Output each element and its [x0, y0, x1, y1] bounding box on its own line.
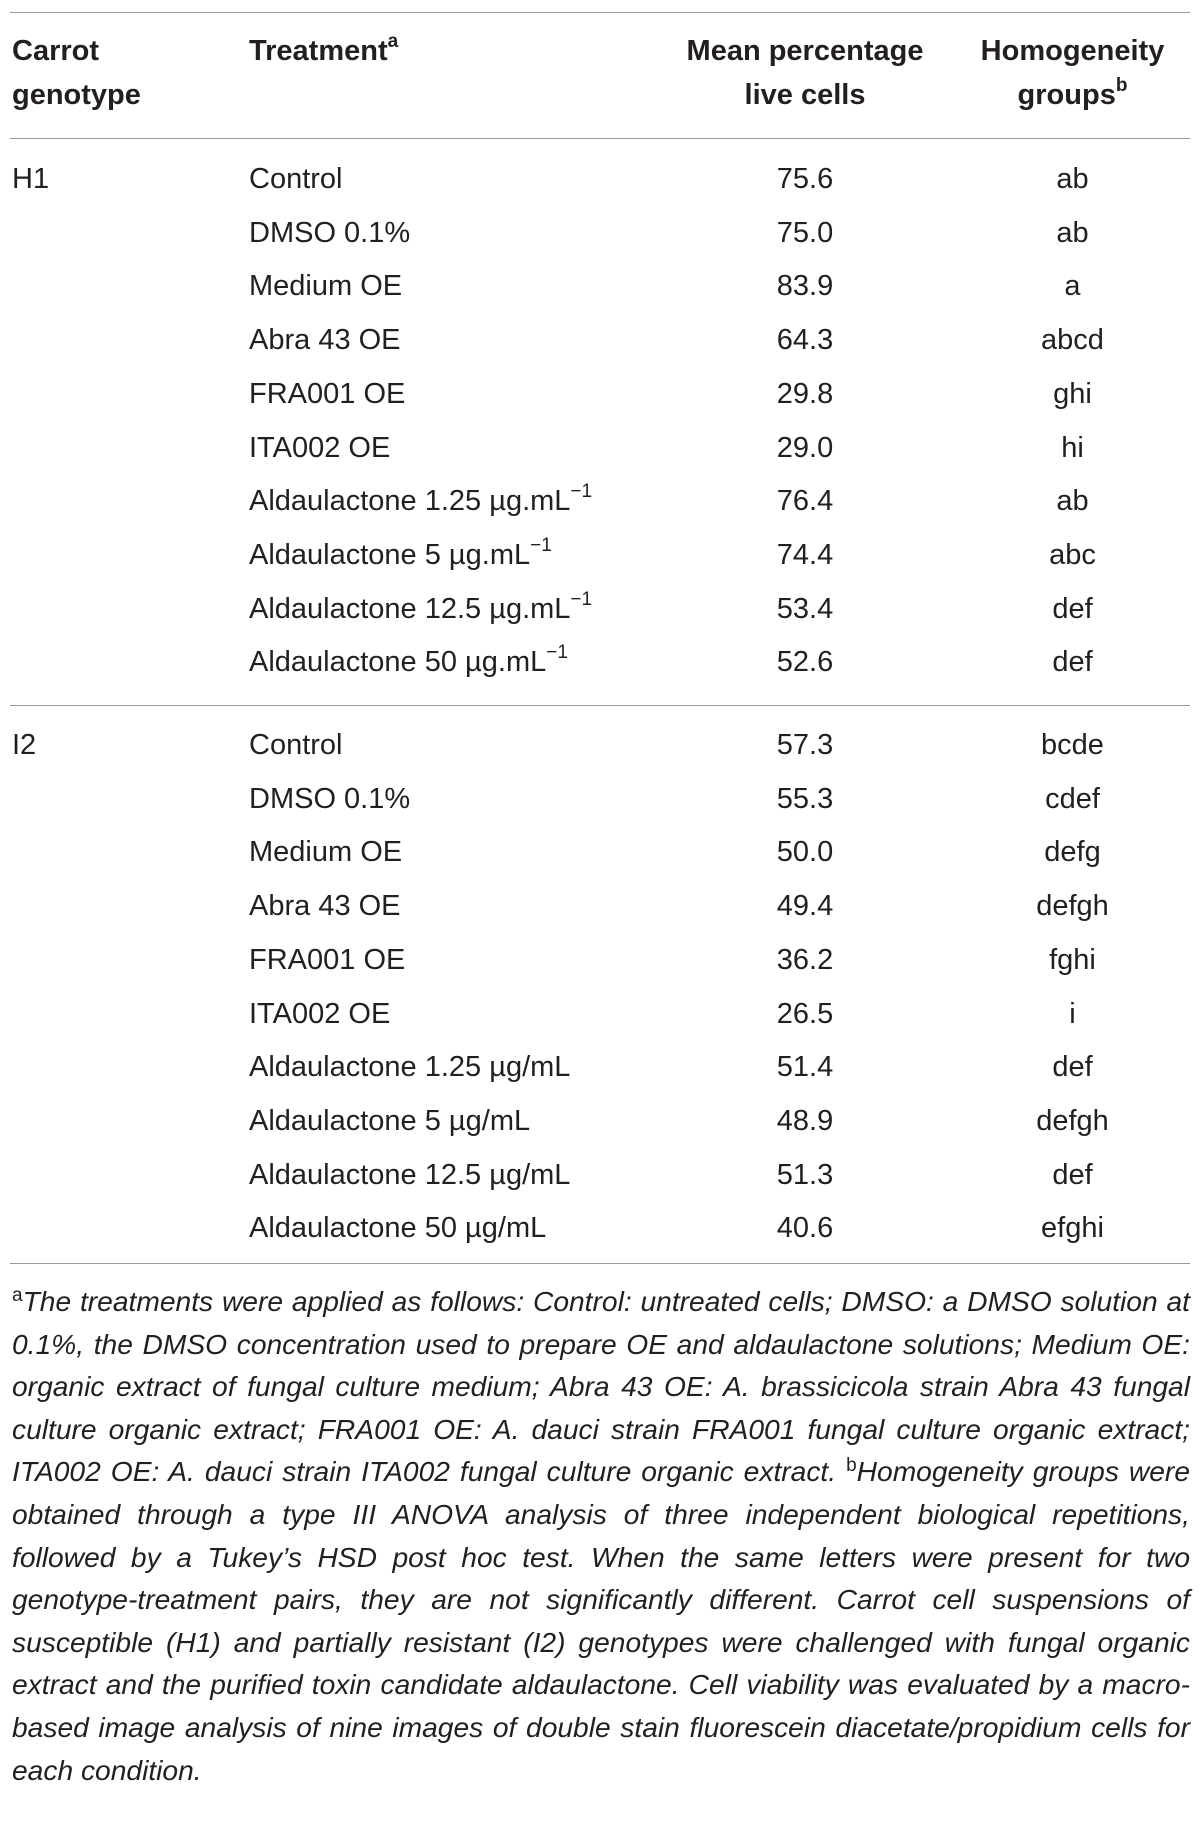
mean-live-cells-cell: 74.4 — [776, 539, 834, 571]
genotype-label: H1 — [12, 163, 50, 195]
homogeneity-group-cell: def — [1052, 1051, 1093, 1083]
treatment-cell — [249, 997, 390, 1031]
treatment-cell — [249, 835, 402, 869]
header-genotype-line2: genotype — [12, 79, 141, 111]
mean-live-cells-cell: 57.3 — [776, 729, 834, 761]
treatment-text: ITA002 OE — [249, 998, 391, 1030]
header-homogeneity — [955, 29, 1190, 117]
footnote-b-text: Homogeneity groups were obtained through a type III ANOVA analysis of three independent biological repetitions, followed by a Tukey’s HSD post hoc test. When the same letters were present for two genotype-treatment pairs, they are not significantly different. Carrot cell suspensions of susceptible (H1) and partially resistant (I2) genotypes were challenged with fungal organic extract and the purified toxin candidate aldaulactone. Cell viability was evaluated by a macro-based image analysis of nine images of double stain fluorescein diacetate/propidium cells for each condition. — [12, 1455, 1190, 1786]
homogeneity-group-cell: defgh — [1036, 1105, 1109, 1137]
treatment-text: FRA001 OE — [249, 378, 406, 410]
header-mean — [680, 29, 930, 117]
footnote-b-marker: b — [846, 1454, 857, 1476]
treatment-cell — [249, 1158, 570, 1192]
header-genotype — [12, 29, 141, 117]
treatment-text: Abra 43 OE — [249, 890, 401, 922]
homogeneity-group-cell: a — [1064, 270, 1081, 302]
mean-live-cells-cell: 76.4 — [776, 485, 834, 517]
treatment-text: Aldaulactone 12.5 µg.mL — [249, 593, 571, 625]
homogeneity-group-cell: defg — [1044, 836, 1101, 868]
treatment-unit-exponent: −1 — [570, 481, 593, 503]
treatment-text: Aldaulactone 50 µg.mL — [249, 646, 547, 678]
treatment-text: Aldaulactone 5 µg.mL — [249, 539, 531, 571]
mean-live-cells-cell: 29.0 — [776, 432, 834, 464]
bottom-rule — [10, 1263, 1190, 1264]
mean-live-cells-cell: 51.3 — [776, 1159, 834, 1191]
mean-live-cells-cell: 55.3 — [776, 783, 834, 815]
treatment-cell — [249, 782, 410, 816]
treatment-cell — [249, 162, 343, 196]
treatment-text: DMSO 0.1% — [249, 217, 411, 249]
mean-live-cells-cell: 49.4 — [776, 890, 834, 922]
table-footnote — [12, 1280, 1190, 1791]
homogeneity-group-cell: cdef — [1045, 783, 1100, 815]
header-treatment — [249, 29, 398, 73]
mean-live-cells-cell: 26.5 — [776, 998, 834, 1030]
treatment-cell — [249, 1104, 530, 1138]
treatment-cell — [249, 377, 405, 411]
treatment-cell — [249, 535, 552, 572]
treatment-cell — [249, 323, 401, 357]
treatment-unit-exponent: −1 — [570, 589, 593, 611]
group-divider-rule — [10, 705, 1190, 706]
treatment-text: Control — [249, 163, 343, 195]
header-homogeneity-line1: Homogeneity — [980, 35, 1165, 67]
treatment-cell — [249, 1211, 546, 1245]
treatment-cell — [249, 943, 405, 977]
homogeneity-group-cell: def — [1052, 1159, 1093, 1191]
treatment-text: Aldaulactone 5 µg/mL — [249, 1105, 531, 1137]
header-mean-line1: Mean percentage — [686, 35, 924, 67]
mean-live-cells-cell: 75.6 — [776, 163, 834, 195]
header-rule — [10, 138, 1190, 139]
footnote-a-text: The treatments were applied as follows: Control: untreated cells; DMSO: a DMSO solution at 0.1%, the DMSO concentration used to prepare OE and aldaulactone solutions; Medium OE: organic extract of fungal culture medium; Abra 43 OE: A. brassicicola strain Abra 43 fungal culture organic extract; FRA001 OE: A. dauci strain FRA001 fungal culture organic extract; ITA002 OE: A. dauci strain ITA002 fungal culture organic extract. — [12, 1285, 1190, 1488]
homogeneity-group-cell: ab — [1056, 163, 1089, 195]
header-homogeneity-label: groups — [1017, 79, 1116, 111]
mean-live-cells-cell: 36.2 — [776, 944, 834, 976]
homogeneity-group-cell: abcd — [1041, 324, 1104, 356]
homogeneity-group-cell: def — [1052, 646, 1093, 678]
treatment-text: Medium OE — [249, 836, 403, 868]
homogeneity-group-cell: ab — [1056, 485, 1089, 517]
genotype-label: I2 — [12, 729, 37, 761]
treatment-text: Abra 43 OE — [249, 324, 401, 356]
header-treatment-label: Treatment — [249, 35, 388, 67]
homogeneity-group-cell: ghi — [1053, 378, 1092, 410]
mean-live-cells-cell: 52.6 — [776, 646, 834, 678]
mean-live-cells-cell: 48.9 — [776, 1105, 834, 1137]
treatment-text: Aldaulactone 1.25 µg/mL — [249, 1051, 571, 1083]
treatment-cell — [249, 269, 402, 303]
treatment-cell — [249, 481, 593, 518]
treatment-text: Medium OE — [249, 270, 403, 302]
treatment-text: Control — [249, 729, 343, 761]
treatment-unit-exponent: −1 — [530, 535, 552, 557]
treatment-cell — [249, 589, 593, 626]
mean-live-cells-cell: 53.4 — [776, 593, 834, 625]
footnote-a-marker: a — [12, 1284, 23, 1306]
header-treatment-sup: a — [387, 31, 399, 53]
homogeneity-group-cell: i — [1069, 998, 1076, 1030]
treatment-cell — [249, 889, 401, 923]
treatment-text: FRA001 OE — [249, 944, 406, 976]
treatment-cell — [249, 642, 568, 679]
treatment-text: Aldaulactone 12.5 µg/mL — [249, 1159, 571, 1191]
homogeneity-group-cell: fghi — [1049, 944, 1096, 976]
mean-live-cells-cell: 83.9 — [776, 270, 834, 302]
treatment-text: ITA002 OE — [249, 432, 391, 464]
treatment-cell — [249, 1050, 570, 1084]
treatment-text: Aldaulactone 50 µg/mL — [249, 1212, 547, 1244]
treatment-text: DMSO 0.1% — [249, 783, 411, 815]
header-homogeneity-line2 — [955, 73, 1190, 117]
treatment-cell — [249, 216, 410, 250]
homogeneity-group-cell: hi — [1061, 432, 1084, 464]
header-mean-line2: live cells — [744, 79, 866, 111]
homogeneity-group-cell: efghi — [1041, 1212, 1104, 1244]
treatment-cell — [249, 728, 343, 762]
homogeneity-group-cell: bcde — [1041, 729, 1104, 761]
top-rule — [10, 12, 1190, 13]
treatment-text: Aldaulactone 1.25 µg.mL — [249, 485, 571, 517]
mean-live-cells-cell: 40.6 — [776, 1212, 834, 1244]
mean-live-cells-cell: 51.4 — [776, 1051, 834, 1083]
homogeneity-group-cell: def — [1052, 593, 1093, 625]
homogeneity-group-cell: abc — [1049, 539, 1096, 571]
mean-live-cells-cell: 64.3 — [776, 324, 834, 356]
homogeneity-group-cell: ab — [1056, 217, 1089, 249]
header-homogeneity-sup: b — [1115, 75, 1128, 97]
mean-live-cells-cell: 29.8 — [776, 378, 834, 410]
treatment-unit-exponent: −1 — [546, 642, 568, 664]
mean-live-cells-cell: 50.0 — [776, 836, 834, 868]
mean-live-cells-cell: 75.0 — [776, 217, 834, 249]
treatment-cell — [249, 431, 390, 465]
header-genotype-line1: Carrot — [12, 35, 100, 67]
homogeneity-group-cell: defgh — [1036, 890, 1109, 922]
